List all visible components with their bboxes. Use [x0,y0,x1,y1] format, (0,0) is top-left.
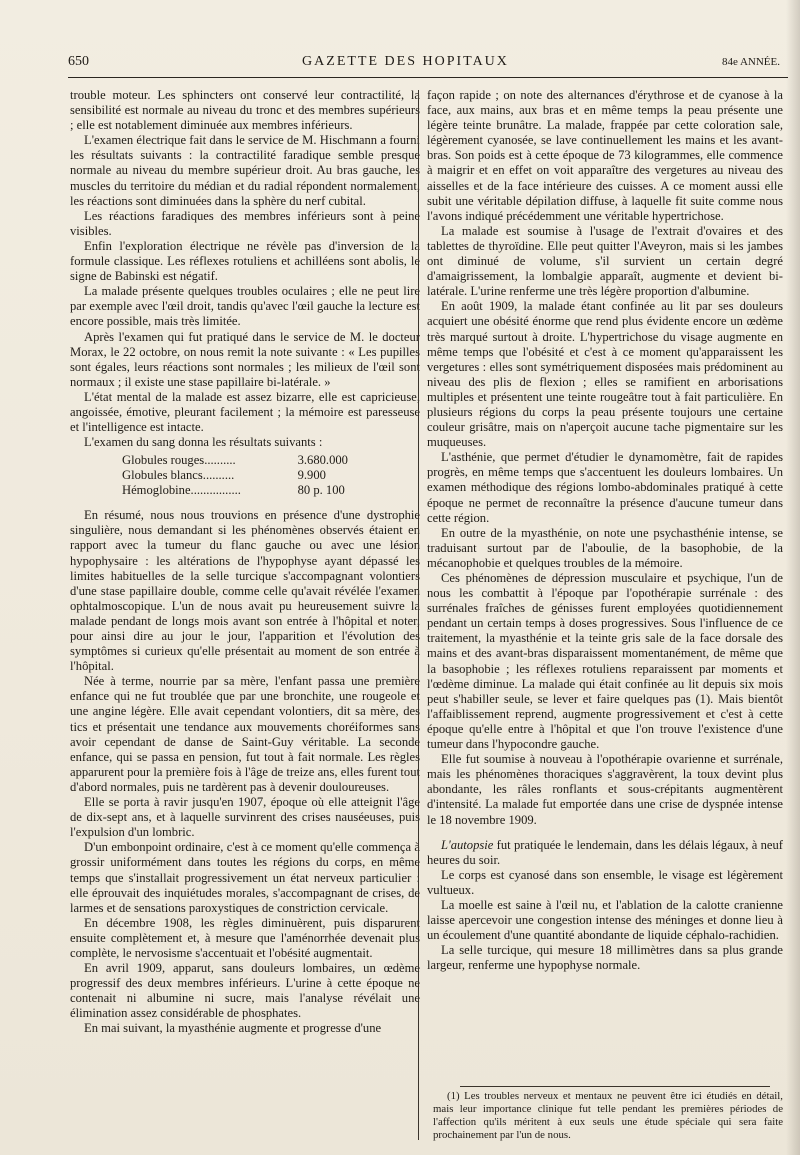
footnote-text: (1) Les troubles nerveux et mentaux ne peuvent être ici étudiés en détail, mais leur importance clinique fut telle pendant les premières périodes de l'affection qu'ils méritent à eux seuls une étude spéciale qui sera faite prochainement par l'un de nous. [433,1090,783,1141]
page-number: 650 [68,54,89,69]
paragraph: L'examen électrique fait dans le service de M. Hischmann a fourni les résultats suivants : la contractilité faradique semble presque normale au niveau du membre supérieur droit. Au bras gauche, les muscles du territoire du médian et du radial répondent normalement, les réactions sont diminuées dans la sphère du nerf cubital. [70,133,420,208]
blood-value: 3.680.000 [297,453,348,468]
year-label: 84e ANNÉE. [721,56,780,68]
page-spine-shadow [786,0,800,1155]
autopsy-term: L'autopsie [441,837,494,852]
paragraph: En août 1909, la malade étant confinée au lit par ses douleurs acquiert une obésité énorme que rend plus évidente encore un œdème très marqué surtout à droite. L'hypertrichose du visage augmente en même temps que l'obésité et c'est à ce moment qu'apparaissent les vergetures : elles sont symétriquement disposées mais prédominent au niveau des plis de flexion ; elles se ramifient en arborisations multiples et présentent une teinte rougeâtre tout à fait particulière. En plusieurs régions du corps la peau présente toujours une certaine couleur grisâtre, mais on n'aperçoit aucune tache pigmentaire sur les muqueuses. [427,299,783,450]
footnote-rule [460,1086,770,1087]
paragraph: L'asthénie, que permet d'étudier le dynamomètre, fait de rapides progrès, en même temps que s'accentuent les douleurs lombaires. Un examen méthodique des régions lombo-abdominales pratiqué à cette époque ne permet de reconnaître la présence d'aucune tumeur dans cette région. [427,450,783,525]
paragraph: La malade présente quelques troubles oculaires ; elle ne peut lire par exemple avec l'œil droit, tandis qu'avec l'œil gauche la lecture est encore possible, mais très limitée. [70,284,420,329]
table-row [122,483,372,498]
blood-label: Globules rouges.......... [122,453,236,468]
paragraph: façon rapide ; on note des alternances d'érythrose et de cyanose à la face, aux mains, aux bras et en même temps la peau présente une légère teinte brunâtre. La malade, frappée par cette coloration sale, légèrement cyanosée, se lave continuellement les mains et les avant-bras. Son poids est à cette époque de 73 kilogrammes, elle commence à maigrir et en effet on voit apparaître des vergetures au niveau des aisselles et de la face intérieure des cuisses. A ce moment aussi elle subit une véritable dépilation diffuse, à laquelle fit suite comme nous l'avons indiqué précédemment une véritable hypertrichose. [427,88,783,223]
left-column [70,88,420,1037]
paragraph: La selle turcique, qui mesure 18 millimètres dans sa plus grande largeur, renferme une hypophyse normale. [427,943,783,973]
paragraph: Enfin l'exploration électrique ne révèle pas d'inversion de la formule classique. Les réflexes rotuliens et achilléens sont abolis, le signe de Babinski est négatif. [70,238,420,284]
paragraph: En mai suivant, la myasthénie augmente et progresse d'une [84,1021,382,1036]
paragraph: trouble moteur. Les sphincters ont conservé leur contractilité, la sensibilité est normale au niveau du tronc et des membres supérieurs ; elle est notablement diminuée aux membres inférieurs. [70,88,420,133]
paragraph: En décembre 1908, les règles diminuèrent, puis disparurent ensuite complètement et, à mesure que l'aménorrhée devenait plus complète, le nervosisme s'accentuait et l'obésité augmentait. [70,915,420,960]
right-column [427,88,783,973]
paragraph: Le corps est cyanosé dans son ensemble, le visage est légèrement vultueux. [427,867,783,897]
paragraph: La moelle est saine à l'œil nu, et l'ablation de la calotte cranienne laisse apercevoir une congestion intense des méninges et donne lieu à un écoulement d'une quantité abondante de liquide céphalo-rachidien. [427,897,783,943]
paragraph: D'un embonpoint ordinaire, c'est à ce moment qu'elle commença à grossir uniformément dans toutes les régions du corps, en même temps que s'installait progressivement un état nerveux particulier : elle éprouvait des inquiétudes morales, s'accompagnant de crises, de larmes et de sensations paroxystiques de constriction cervicale. [70,840,420,915]
paragraph: L'examen du sang donna les résultats suivants : [84,435,323,450]
column-divider [418,90,419,1140]
paragraph: Ces phénomènes de dépression musculaire et psychique, l'un de nous les combattit à l'époque par l'opothérapie surrénale : des surrénales fraîches de génisses furent employées quotidiennement pendant un certain temps à doses progressives. Sous l'influence de ce traitement, la myasthénie et la teinte gris sale de la face dorsale des mains et des avant-bras disparaissent momentanément, de même que la basophobie ; les réflexes rotuliens reparaissent par moments et l'œdème diminue. La malade qui était confinée au lit depuis six mois peut s'habiller seule, se lever et faire quelques pas (1). Mais bientôt l'affaiblissement reprend, augmente progressivement et c'est à cette époque qu'elle entre à l'hôpital et que l'on trouve l'existence d'une tumeur dans l'hypocondre gauche. [427,571,783,752]
paragraph: La malade est soumise à l'usage de l'extrait d'ovaires et des tablettes de thyroïdine. Elle peut quitter l'Aveyron, mais si les jambes ont diminué de volume, s'il survient un certain degré d'amaigrissement, la lombalgie apparaît, augmente et devient bi-latérale. L'urine renferme une très légère proportion d'albumine. [427,223,783,299]
paragraph: En résumé, nous nous trouvions en présence d'une dystrophie singulière, nous demandant si les phénomènes observés étaient en rapport avec la tumeur du flanc gauche ou avec une lésion hypophysaire : les altérations de l'hypophyse ayant dépassé les limites habituelles de la selle turcique s'accompagnant volontiers d'une stase papillaire double, comme celle qu'avait révélée l'examen ophtalmoscopique. L'un de nous avait pu heureusement suivre la malade pendant de longs mois avant son entrée à l'hôpital et noter, pour ainsi dire au jour le jour, l'apparition et l'évolution des symptômes si curieux qu'elle présentait au moment de son entrée à l'hôpital. [70,508,420,674]
paragraph: Elle fut soumise à nouveau à l'opothérapie ovarienne et surrénale, mais les phénomènes thoraciques s'aggravèrent, la toux devint plus abondante, les râles ronflants et sous-crépitants augmentèrent d'intensité. La malade fut emportée dans une crise de dyspnée intense le 18 novembre 1909. [427,752,783,827]
table-row [122,453,372,468]
autopsy-text: fut pratiquée le lendemain, dans les délais légaux, à neuf heures du soir. [427,837,783,867]
table-row [122,468,372,483]
header-rule [68,77,788,78]
blood-value: 9.900 [297,468,326,483]
blood-results-table [122,453,372,498]
paragraph: Née à terme, nourrie par sa mère, l'enfant passa une première enfance qui ne fut troublée que par une bronchite, une rougeole et une angine légère. Elle avait cependant volontiers, dit sa mère, des tics et présentait une tendance aux mouvements choréiformes sans avoir cependant de danse de Saint-Guy véritable. La seconde enfance, qui se passa en pension, fut tout à fait normale. Les règles apparurent pour la première fois à l'âge de treize ans, elles furent tout d'abord normales, puis ne tardèrent pas à devenir douloureuses. [70,674,420,794]
paragraph: Les réactions faradiques des membres inférieurs sont à peine visibles. [70,208,420,238]
footnote [433,1090,783,1142]
paragraph: Elle se porta à ravir jusqu'en 1907, époque où elle atteignit l'âge de dix-sept ans, et à laquelle survinrent des crises nauséeuses, puis l'expulsion d'un lombric. [70,795,420,840]
paragraph: L'état mental de la malade est assez bizarre, elle est capricieuse, angoissée, émotive, pleurant facilement ; la mémoire est paresseuse et l'intelligence est intacte. [70,389,420,435]
blood-label: Globules blancs.......... [122,468,235,483]
blood-value: 80 p. 100 [297,483,345,498]
paragraph: Après l'examen qui fut pratiqué dans le service de M. le docteur Morax, le 22 octobre, on nous remit la note suivante : « Les pupilles sont égales, leurs réactions sont normales ; les milieux de l'œil sont normaux ; il existe une stase papillaire bi-latérale. » [70,329,420,389]
page-header [68,48,780,76]
paragraph: En avril 1909, apparut, sans douleurs lombaires, un œdème progressif des deux membres inférieurs. L'urine à cette époque ne contenait ni albumine ni sucre, mais l'analyse révélait une élimination assez considérable de phosphates. [70,961,420,1021]
blood-label: Hémoglobine................ [122,483,241,498]
journal-title: GAZETTE DES HOPITAUX [302,54,509,69]
autopsy-paragraph [427,838,783,868]
paragraph: En outre de la myasthénie, on note une psychasthénie intense, se traduisant surtout par de l'aboulie, de la basophobie, de la mécanophobie et quelques troubles de la mémoire. [427,525,783,570]
